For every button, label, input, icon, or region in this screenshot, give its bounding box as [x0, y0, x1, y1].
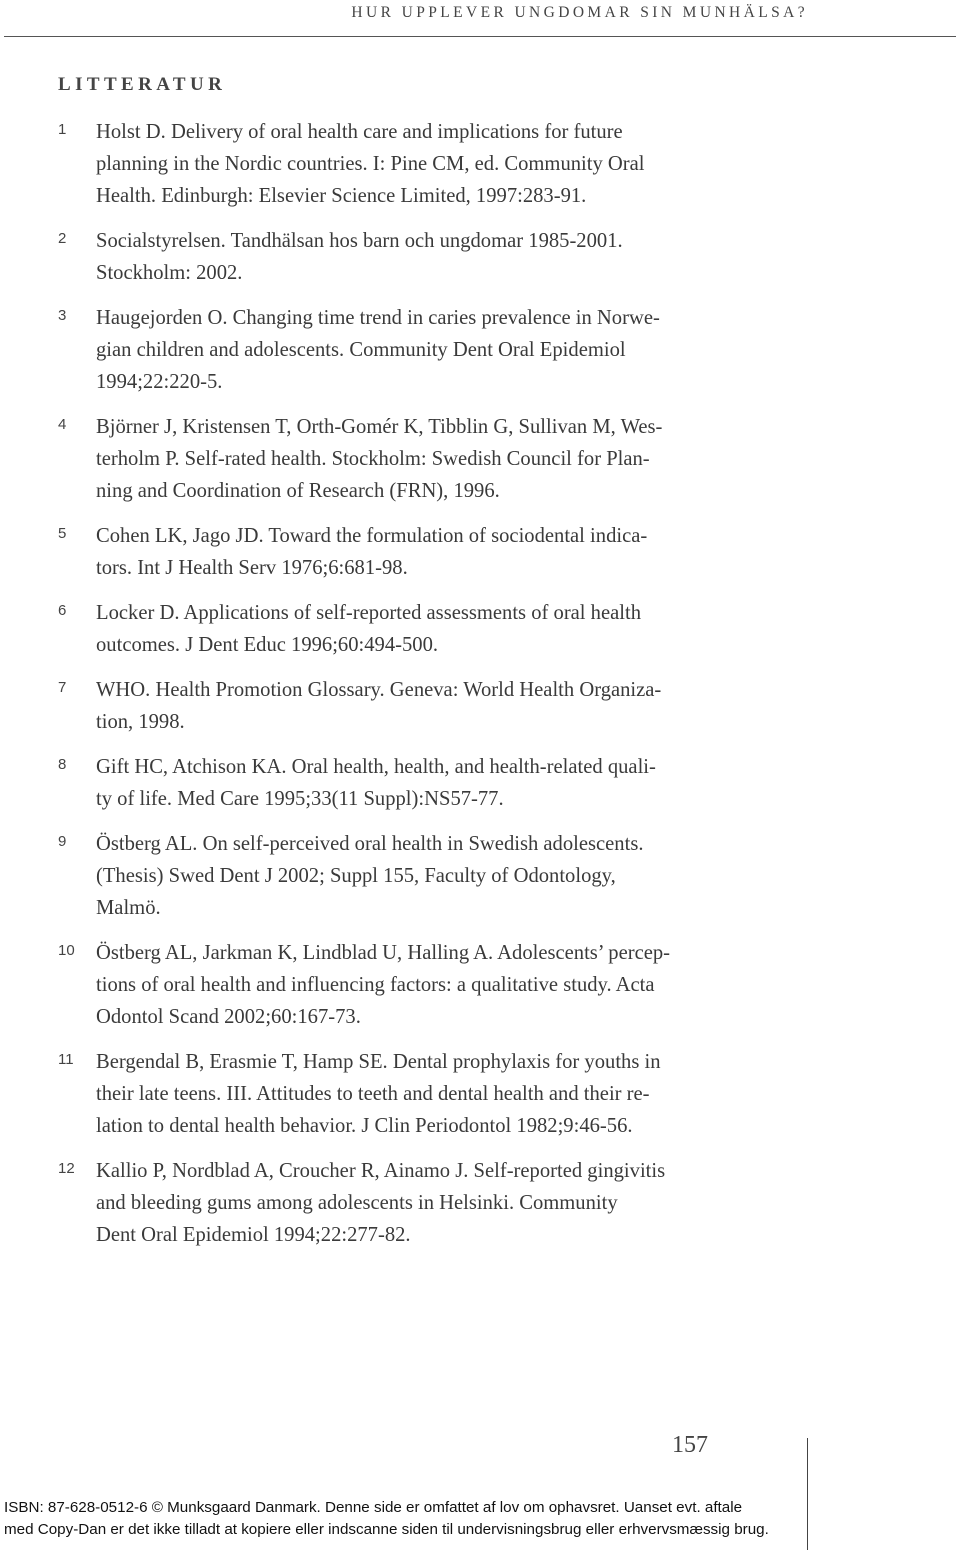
reference-item: [0, 1155, 960, 1251]
reference-line: Björner J, Kristensen T, Orth-Gomér K, Tibblin G, Sullivan M, Wes-: [96, 416, 663, 438]
reference-line: Odontol Scand 2002;60:167-73.: [96, 1006, 361, 1028]
reference-number: 11: [58, 1051, 74, 1068]
reference-line: their late teens. III. Attitudes to teeth and dental health and their re-: [96, 1083, 650, 1105]
reference-text: [96, 1046, 816, 1142]
reference-item: [0, 225, 960, 289]
reference-line: Locker D. Applications of self-reported assessments of oral health: [96, 602, 641, 624]
reference-line: terholm P. Self-rated health. Stockholm: Swedish Council for Plan-: [96, 448, 650, 470]
reference-item: [0, 302, 960, 398]
reference-line: tors. Int J Health Serv 1976;6:681-98.: [96, 557, 408, 579]
reference-line: planning in the Nordic countries. I: Pine CM, ed. Community Oral: [96, 153, 645, 175]
reference-line: ty of life. Med Care 1995;33(11 Suppl):NS57-77.: [96, 788, 504, 810]
reference-line: tion, 1998.: [96, 711, 185, 733]
reference-text: [96, 751, 816, 815]
reference-text: [96, 302, 816, 398]
reference-item: [0, 751, 960, 815]
reference-number: 3: [58, 307, 67, 324]
reference-line: Bergendal B, Erasmie T, Hamp SE. Dental prophylaxis for youths in: [96, 1051, 661, 1073]
reference-line: Holst D. Delivery of oral health care and implications for future: [96, 121, 623, 143]
reference-text: [96, 116, 816, 212]
reference-line: Dent Oral Epidemiol 1994;22:277-82.: [96, 1224, 411, 1246]
reference-number: 2: [58, 230, 67, 247]
reference-line: ning and Coordination of Research (FRN), 1996.: [96, 480, 500, 502]
section-title: LITTERATUR: [58, 74, 227, 95]
reference-line: Östberg AL, Jarkman K, Lindblad U, Halling A. Adolescents’ percep-: [96, 942, 671, 964]
running-head: HUR UPPLEVER UNGDOMAR SIN MUNHÄLSA?: [351, 4, 808, 21]
footer-line: med Copy-Dan er det ikke tilladt at kopiere eller indscanne siden til undervisningsbrug eller erhvervsmæssig brug.: [4, 1521, 769, 1538]
reference-text: [96, 937, 816, 1033]
reference-line: lation to dental health behavior. J Clin Periodontol 1982;9:46-56.: [96, 1115, 633, 1137]
page-number: 157: [672, 1432, 708, 1458]
reference-text: [96, 674, 816, 738]
reference-number: 1: [58, 121, 67, 138]
reference-item: [0, 1046, 960, 1142]
reference-number: 6: [58, 602, 67, 619]
reference-line: and bleeding gums among adolescents in Helsinki. Community: [96, 1192, 618, 1214]
reference-line: Malmö.: [96, 897, 161, 919]
reference-text: [96, 1155, 816, 1251]
footer-line: ISBN: 87-628-0512-6 © Munksgaard Danmark. Denne side er omfattet af lov om ophavsret. Uanset evt. aftale: [4, 1499, 743, 1516]
reference-line: Stockholm: 2002.: [96, 262, 243, 284]
reference-item: [0, 520, 960, 584]
reference-item: [0, 937, 960, 1033]
reference-text: [96, 597, 816, 661]
reference-number: 4: [58, 416, 67, 433]
reference-line: Gift HC, Atchison KA. Oral health, health, and health-related quali-: [96, 756, 656, 778]
reference-item: [0, 674, 960, 738]
copyright-footer: [4, 1497, 944, 1541]
reference-line: Cohen LK, Jago JD. Toward the formulation of sociodental indica-: [96, 525, 648, 547]
reference-line: Östberg AL. On self-perceived oral health in Swedish adolescents.: [96, 833, 644, 855]
reference-number: 7: [58, 679, 67, 696]
reference-number: 5: [58, 525, 67, 542]
reference-number: 8: [58, 756, 67, 773]
reference-line: Health. Edinburgh: Elsevier Science Limited, 1997:283-91.: [96, 185, 587, 207]
reference-list: [0, 116, 960, 1264]
reference-text: [96, 520, 816, 584]
reference-item: [0, 828, 960, 924]
reference-line: Kallio P, Nordblad A, Croucher R, Ainamo J. Self-reported gingivitis: [96, 1160, 666, 1182]
reference-line: Socialstyrelsen. Tandhälsan hos barn och ungdomar 1985-2001.: [96, 230, 623, 252]
reference-line: Haugejorden O. Changing time trend in caries prevalence in Norwe-: [96, 307, 660, 329]
reference-number: 9: [58, 833, 67, 850]
reference-number: 12: [58, 1160, 75, 1177]
reference-line: gian children and adolescents. Community Dent Oral Epidemiol: [96, 339, 626, 361]
reference-line: WHO. Health Promotion Glossary. Geneva: World Health Organiza-: [96, 679, 662, 701]
reference-item: [0, 411, 960, 507]
reference-text: [96, 225, 816, 289]
reference-text: [96, 411, 816, 507]
reference-number: 10: [58, 942, 75, 959]
reference-item: [0, 597, 960, 661]
reference-line: tions of oral health and influencing factors: a qualitative study. Acta: [96, 974, 655, 996]
reference-item: [0, 116, 960, 212]
reference-line: outcomes. J Dent Educ 1996;60:494-500.: [96, 634, 439, 656]
reference-text: [96, 828, 816, 924]
reference-line: 1994;22:220-5.: [96, 371, 223, 393]
header-rule: [4, 36, 956, 37]
reference-line: (Thesis) Swed Dent J 2002; Suppl 155, Faculty of Odontology,: [96, 865, 616, 887]
